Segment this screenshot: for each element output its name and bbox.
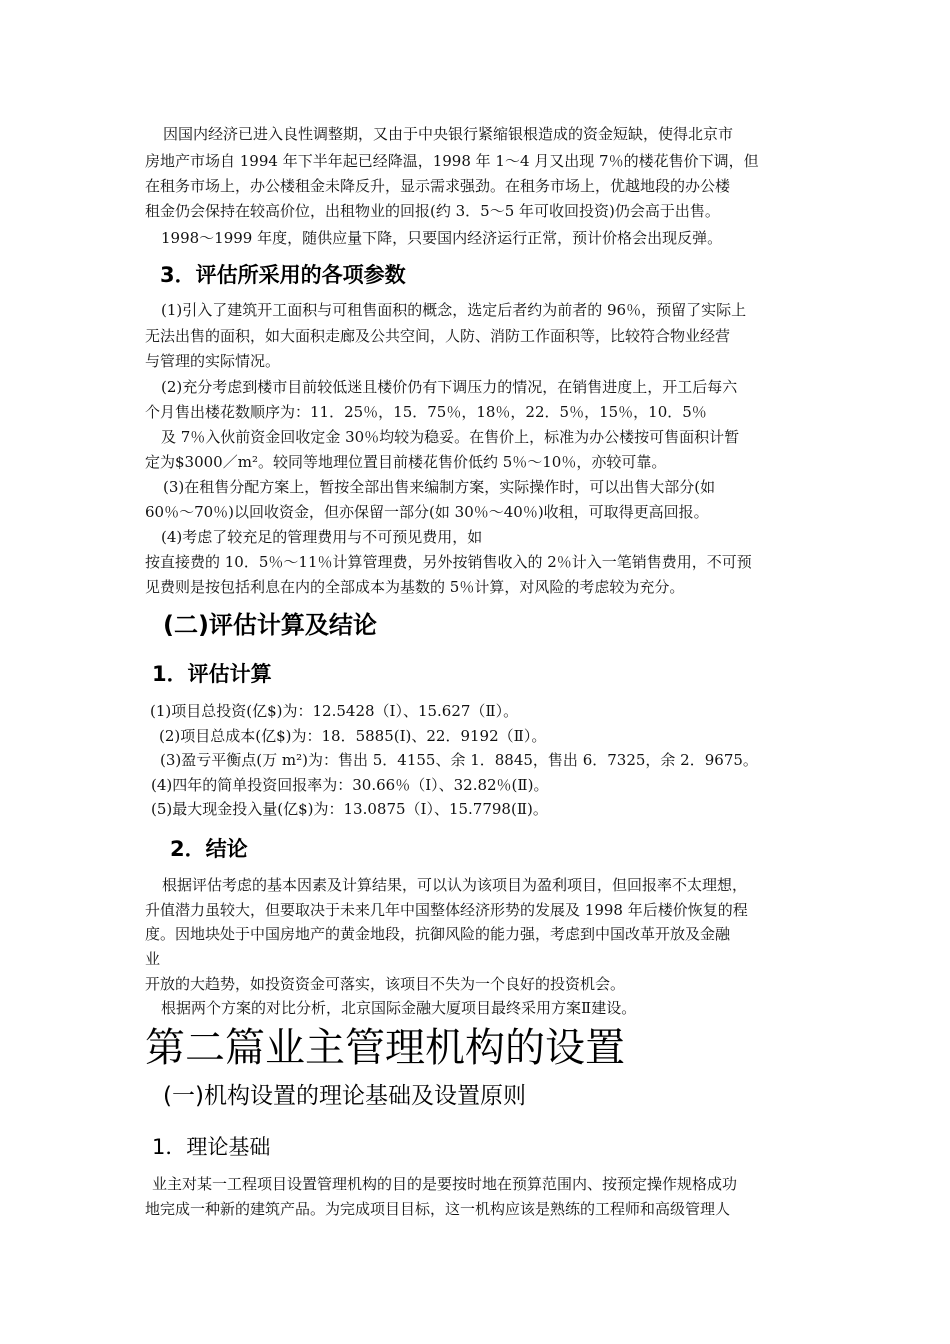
params-line: 见费则是按包括利息在内的全部成本为基数的 5％计算，对风险的考虑较为充分。 (145, 578, 685, 596)
params-line: (4)考虑了较充足的管理费用与不可预见费用，如 (161, 528, 483, 546)
theory-line: 地完成一种新的建筑产品。为完成项目目标，这一机构应该是熟练的工程师和高级管理人 (145, 1200, 731, 1218)
conclusion-heading: 2．结论 (170, 837, 248, 861)
market-line: 1998～1999 年度，随供应量下降，只要国内经济运行正常，预计价格会出现反弹。 (161, 229, 723, 247)
params-line: 个月售出楼花数顺序为：11．25％，15．75％，18％，22．5％，15％，10．5％ (145, 403, 707, 421)
params-line: 定为$3000／m²。较同等地理位置目前楼花售价低约 5％～10％，亦较可靠。 (145, 453, 667, 471)
conclusion-line: 升值潜力虽较大，但要取决于未来几年中国整体经济形势的发展及 1998 年后楼价恢复的程 (145, 901, 748, 919)
params-line: (1)引入了建筑开工面积与可租售面积的概念，选定后者约为前者的 96％，预留了实际上 (161, 301, 747, 319)
conclusion-line: 开放的大趋势，如投资资金可落实，该项目不失为一个良好的投资机会。 (145, 975, 626, 993)
market-line: 租金仍会保持在较高价位，出租物业的回报(约 3．5～5 年可收回投资)仍会高于出售。 (145, 202, 720, 220)
calc-item: (2)项目总成本(亿$)为：18．5885(Ⅰ)、22．9192（Ⅱ）。 (159, 727, 547, 745)
part-title: 第二篇业主管理机构的设置 (145, 1025, 625, 1071)
params-line: (2)充分考虑到楼市目前较低迷且楼价仍有下调压力的情况，在销售进度上，开工后每六 (161, 378, 738, 396)
calc-section-heading: (二)评估计算及结论 (163, 611, 377, 639)
params-line: 与管理的实际情况。 (145, 352, 281, 370)
calc-item: (5)最大现金投入量(亿$)为：13.0875（Ⅰ）、15.7798(Ⅱ)。 (151, 800, 548, 818)
conclusion-line: 根据两个方案的对比分析，北京国际金融大厦项目最终采用方案Ⅱ建设。 (161, 999, 637, 1017)
calc-heading: 1．评估计算 (152, 662, 272, 686)
theory-line: 业主对某一工程项目设置管理机构的目的是要按时地在预算范围内、按预定操作规格成功 (152, 1175, 738, 1193)
market-line: 因国内经济已进入良性调整期，又由于中央银行紧缩银根造成的资金短缺，使得北京市 (163, 125, 734, 143)
params-line: 无法出售的面积，如大面积走廊及公共空间，人防、消防工作面积等，比较符合物业经营 (145, 327, 731, 345)
conclusion-line: 根据评估考虑的基本因素及计算结果，可以认为该项目为盈利项目，但回报率不太理想， (162, 876, 748, 894)
params-line: 及 7％入伙前资金回收定金 30％均较为稳妥。在售价上，标准为办公楼按可售面积计暂 (161, 428, 740, 446)
conclusion-line: 度。因地块处于中国房地产的黄金地段，抗御风险的能力强，考虑到中国改革开放及金融 (145, 925, 731, 943)
market-line: 房地产市场自 1994 年下半年起已经降温，1998 年 1～4 月又出现 7％的楼花售价下调，但 (145, 152, 759, 170)
params-line: (3)在租售分配方案上，暂按全部出售来编制方案，实际操作时，可以出售大部分(如 (163, 478, 716, 496)
params-line: 60％～70％)以回收资金，但亦保留一部分(如 30％～40％)收租，可取得更高回报。 (145, 503, 709, 521)
calc-item: (3)盈亏平衡点(万 m²)为：售出 5．4155、余 1．8845，售出 6．7325，余 2．9675。 (160, 751, 758, 769)
market-line: 在租务市场上，办公楼租金未降反升，显示需求强劲。在租务市场上，优越地段的办公楼 (145, 177, 731, 195)
calc-item: (4)四年的简单投资回报率为：30.66％（Ⅰ）、32.82％(Ⅱ)。 (151, 776, 549, 794)
params-heading: 3．评估所采用的各项参数 (160, 263, 406, 287)
calc-item: (1)项目总投资(亿$)为：12.5428（Ⅰ）、15.627（Ⅱ）。 (150, 702, 519, 720)
theory-heading: 1．理论基础 (152, 1135, 271, 1159)
part-section-heading: (一)机构设置的理论基础及设置原则 (163, 1083, 526, 1109)
conclusion-line: 业 (145, 950, 161, 968)
params-line: 按直接费的 10．5％～11％计算管理费，另外按销售收入的 2％计入一笔销售费用，不可预 (145, 553, 752, 571)
